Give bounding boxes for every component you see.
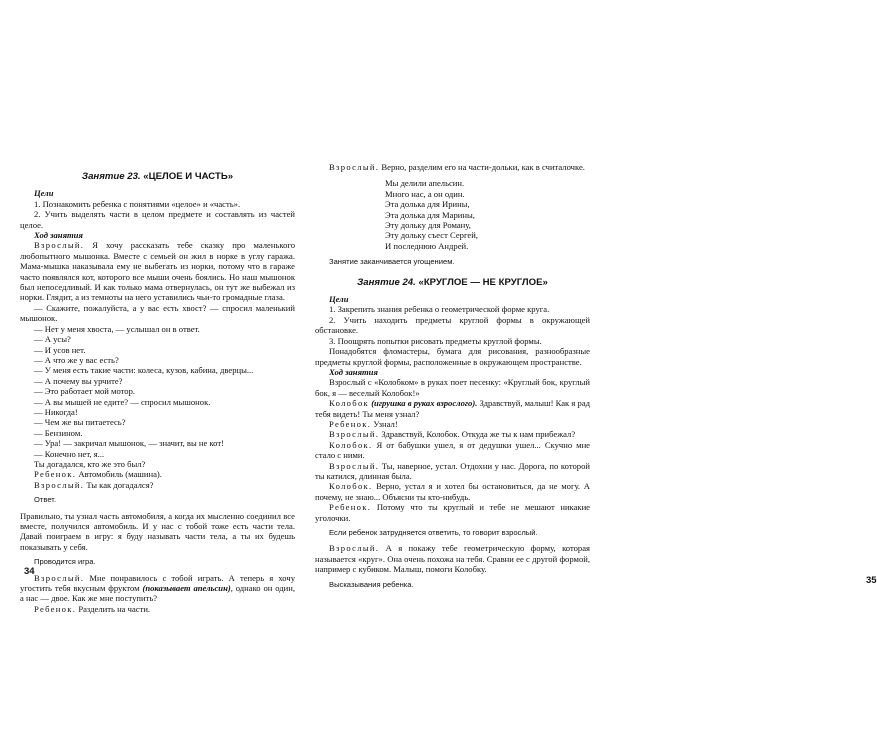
dialog-line: — У меня есть такие части: колеса, кузов, кабина, дверцы... (34, 365, 254, 376)
goal-item: 3. Поощрять попытки рисовать предметы круглой формы. (329, 335, 542, 346)
reply-line (20, 469, 295, 479)
dialog-line: — Это работает мой мотор. (34, 386, 136, 397)
reply-text: Ты, наверное, устал. Отдохни у нас. Дорога, по которой ты катился, длинная была. (315, 460, 590, 481)
dialog-line: — Чем же вы питаетесь? (34, 417, 126, 428)
dialog-line: Ты догадался, кто же это был? (34, 458, 146, 469)
goal-item: 1. Закрепить знания ребенка о геометрической форме круга. (329, 304, 550, 315)
dialog-line: — Бензином. (34, 427, 83, 438)
dialog-line: — А что же у вас есть? (34, 354, 119, 365)
speaker-label: Ребенок. (34, 469, 77, 480)
right-page (300, 0, 877, 750)
dialog-line: — Ура! — закричал мышонок, — значит, вы не кот! (34, 438, 224, 449)
fruit-text: , однако он один, а нас — двое. Как же мне поступить? (20, 583, 295, 604)
rhyme-line: Эту дольку для Роману, (385, 220, 471, 231)
reply-text: Здравствуй, малыш! Как я рад тебя видеть! Ты меня узнал? (315, 398, 591, 419)
lesson-23-number: Занятие 23. (81, 171, 141, 182)
stage-direction: (игрушка в руках взрослого). (369, 398, 478, 409)
reply-line (315, 429, 590, 439)
speaker-label: Ребенок. (329, 502, 372, 513)
speaker-label: Колобок. (329, 439, 373, 450)
reply-line (315, 440, 590, 461)
story-text: Я хочу рассказать тебе сказку про маленького любопытного мышонка. Вместе с семьей он жил в норке в углу гаража. Мама-мышка наказывала ему не выбегать из норки, потому что в гараже часто появлялся кот, которого все мыши очень боялись. Но наш мышонок был непоседливый. И как только мама отвернулась, он тут же выбежал из норки. Глядит, а из темноты на него уставились чьи-то громадные глаза. (20, 240, 295, 303)
reply-text: Ты как догадался? (84, 479, 154, 490)
fruit-paragraph (20, 573, 295, 604)
dialog-line: — Нет у меня хвоста, — услышал он в ответ. (34, 323, 200, 334)
stage-note: Если ребенок затрудняется ответить, то говорит взрослый. (329, 528, 538, 537)
reply-line (20, 480, 295, 490)
song-paragraph: Взрослый с «Колобком» в руках поет песенку: «Круглый бок, круглый бок, я — веселый Колобок!» (315, 377, 590, 398)
stage-note: Высказывания ребенка. (329, 579, 414, 589)
rhyme-line: Много нас, а он один. (385, 188, 465, 199)
reply-text: А я покажу тебе геометрическую форму, которая называется «круг». Она очень похожа на тебя. Сравни ее с другой формой, например с кубиком. Малыш, помоги Колобку. (315, 543, 590, 575)
reply-line (315, 162, 590, 172)
left-page (0, 0, 300, 750)
reply-line (315, 461, 590, 482)
stage-note: Занятие заканчивается угощением. (329, 257, 455, 267)
reply-line (315, 502, 590, 523)
goal-item: 2. Учить выделять части в целом предмете и составлять из частей целое. (20, 209, 295, 230)
rhyme-line: Эта долька для Марины, (385, 209, 475, 220)
rhyme-line: Эту дольку съест Сергей, (385, 230, 478, 241)
reply-line (315, 543, 590, 574)
speaker-label: Взрослый. (329, 162, 380, 172)
reply-text: Здравствуй, Колобок. Откуда же ты к нам прибежал? (379, 429, 576, 440)
goal-item: 2. Учить находить предметы круглой формы в окружающей обстановке. (315, 314, 590, 336)
dialog-line: — А вы мышей не едите? — спросил мышонок. (34, 396, 211, 407)
stage-note: Проводится игра. (34, 557, 96, 567)
speaker-label: Взрослый. (34, 572, 85, 583)
course-heading: Ход занятия (329, 366, 378, 377)
page-number-right: 35 (866, 575, 877, 586)
rhyme-line: И последнюю Андрей. (385, 240, 469, 251)
lesson-24-title (315, 278, 590, 288)
fruit-action: (показывает апельсин) (142, 583, 231, 594)
speaker-label: Ребенок. (329, 418, 372, 429)
dialog-line: — А почему вы урчите? (34, 375, 123, 386)
counting-rhyme (315, 178, 590, 251)
reply-text: Верно, разделим его на части-дольки, как в считалочке. (379, 162, 585, 172)
fruit-text: Мне понравилось с тобой играть. А теперь я хочу угостить тебя вкусным фруктом (20, 572, 295, 594)
reply-line (315, 398, 590, 419)
goals-heading: Цели (34, 188, 54, 199)
lesson-23-name: «ЦЕЛОЕ И ЧАСТЬ» (143, 171, 234, 182)
speaker-label: Колобок (329, 398, 370, 409)
dialog-line: — Скажите, пожалуйста, а у вас есть хвост? — спросил маленький мышонок. (20, 302, 295, 324)
story-paragraph (20, 240, 295, 302)
reply-line (315, 481, 590, 502)
dialog-line: — Конечно нет, я... (34, 448, 105, 459)
rhyme-line: Эта долька для Ирины, (385, 199, 470, 210)
reply-text: Я от бабушки ушел, я от дедушки ушел... Скучно мне стало с ними. (315, 439, 590, 461)
reply-text: Автомобиль (машина). (76, 469, 162, 480)
right-column (315, 162, 590, 595)
lesson-24-name: «КРУГЛОЕ — НЕ КРУГЛОЕ» (418, 276, 548, 288)
speaker-label: Взрослый. (34, 479, 85, 490)
lesson-23-title (20, 172, 295, 182)
reply-text: Верно, устал я и хотел бы остановиться, да не могу. А почему, не знаю... Объясни ты кто-нибудь. (315, 481, 590, 502)
course-heading: Ход занятия (34, 230, 83, 241)
reply-text: Потому что ты круглый и тебе не мешают никакие уголочки. (315, 502, 590, 523)
reply-line (20, 604, 295, 614)
reply-text: Узнал! (371, 418, 398, 429)
materials-paragraph: Понадобятся фломастеры, бумага для рисования, разнообразные предметы круглой формы, расположенные в окружающем пространстве. (315, 346, 590, 367)
page-number-left: 34 (24, 566, 35, 577)
dialog-line: — И усов нет. (34, 344, 86, 355)
speaker-label: Взрослый. (329, 460, 380, 471)
speaker-label: Ребенок. (34, 603, 77, 614)
reply-text: Разделить на части. (76, 603, 151, 614)
speaker-label: Взрослый. (329, 429, 380, 440)
left-column (20, 172, 295, 614)
speaker-label: Колобок. (329, 481, 373, 492)
goals-heading: Цели (329, 294, 349, 305)
dialog-line: — Никогда! (34, 406, 78, 417)
speaker-label: Взрослый. (329, 543, 380, 554)
goal-item: 1. Познакомить ребенка с понятиями «целое» и «часть». (34, 198, 241, 209)
rhyme-line: Мы делили апельсин. (385, 178, 465, 189)
speaker-label: Взрослый. (34, 240, 85, 251)
reply-line (315, 419, 590, 429)
stage-note: Ответ. (34, 495, 57, 505)
dialog-line: — А усы? (34, 334, 71, 345)
explanation-paragraph: Правильно, ты узнал часть автомобиля, а когда их мысленно соединил все вместе, получился автомобиль. И у нас с тобой тоже есть части тела. Давай поиграем в игру: я буду называть части тела, а ты их будешь показывать у себя. (20, 510, 295, 552)
lesson-24-number: Занятие 24. (357, 276, 416, 288)
